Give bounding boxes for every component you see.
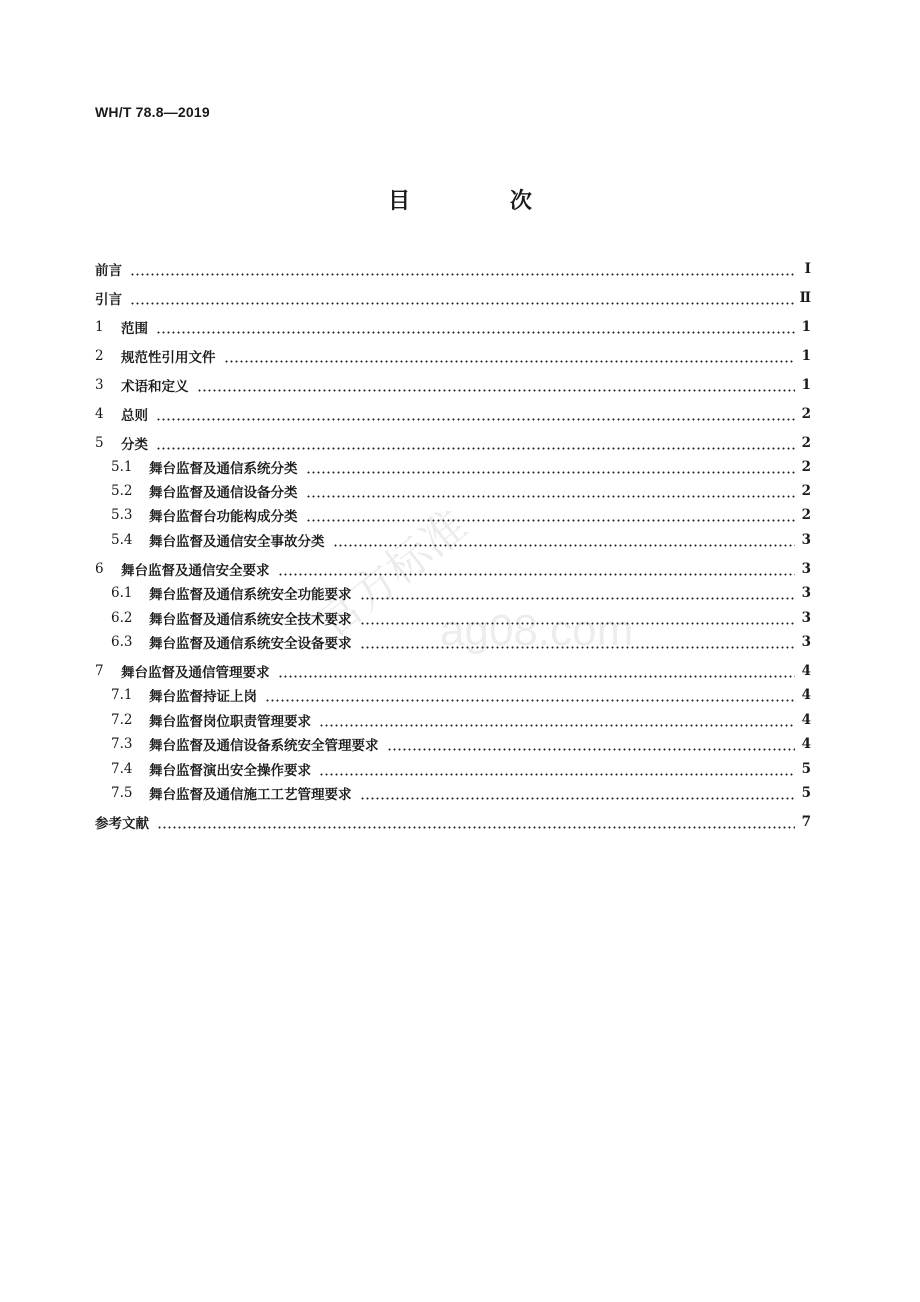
toc-leader-dots: [156, 432, 795, 454]
toc-entry-label: 舞台监督及通信安全要求: [121, 563, 270, 579]
toc-entry-number: 7.2: [111, 712, 133, 728]
toc-entry[interactable]: [95, 709, 811, 731]
page-title: 目 次: [388, 189, 578, 214]
toc-entry[interactable]: [95, 403, 811, 425]
toc-entry[interactable]: [95, 345, 811, 367]
toc-entry-number: 7.4: [111, 761, 133, 777]
toc-entry-page: 2: [801, 459, 811, 475]
toc-entry-page: 1: [801, 319, 811, 335]
toc-entry-page: 3: [801, 585, 811, 601]
toc-entry-number: 5.1: [111, 459, 133, 475]
toc-entry-label: 术语和定义: [121, 379, 189, 395]
toc-entry-label: 舞台监督持证上岗: [149, 689, 257, 705]
toc-entry-page: 2: [801, 435, 811, 451]
toc-entry-label: 舞台监督及通信系统安全设备要求: [149, 636, 352, 652]
toc-entry-number: 2: [95, 348, 104, 364]
toc-entry-number: 4: [95, 406, 104, 422]
toc-entry-number: 1: [95, 319, 104, 335]
toc-entry-number: 3: [95, 377, 104, 393]
toc-leader-dots: [278, 558, 796, 580]
toc-entry-label: 舞台监督及通信管理要求: [121, 665, 270, 681]
toc-leader-dots: [224, 345, 796, 367]
toc-entry-label: 前言: [95, 263, 122, 279]
toc-entry[interactable]: [95, 432, 811, 454]
toc-leader-dots: [306, 456, 796, 478]
toc-entry[interactable]: [95, 660, 811, 682]
toc-entry-number: 5: [95, 435, 104, 451]
toc-leader-dots: [265, 684, 795, 706]
toc-leader-dots: [197, 374, 796, 396]
toc-entry-number: 5.3: [111, 507, 133, 523]
toc-entry-label: 规范性引用文件: [121, 350, 216, 366]
toc-entry[interactable]: [95, 456, 811, 478]
toc-leader-dots: [333, 529, 796, 551]
toc-leader-dots: [360, 782, 796, 804]
toc-leader-dots: [306, 504, 796, 526]
toc-leader-dots: [360, 607, 796, 629]
document-code: WH/T 78.8—2019: [95, 104, 210, 120]
toc-entry-label: 范围: [121, 321, 148, 337]
toc-entry-page: 3: [801, 634, 811, 650]
toc-entry-number: 6.2: [111, 610, 133, 626]
toc-leader-dots: [156, 403, 795, 425]
toc-entry-number: 7.1: [111, 687, 133, 703]
toc-entry-label: 引言: [95, 292, 122, 308]
toc-leader-dots: [278, 660, 796, 682]
toc-entry[interactable]: [95, 684, 811, 706]
toc-entry[interactable]: [95, 316, 811, 338]
toc-entry-page: 1: [801, 348, 811, 364]
toc-leader-dots: [130, 287, 794, 309]
toc-entry-page: 5: [801, 761, 811, 777]
toc-entry[interactable]: [95, 258, 811, 280]
toc-entry[interactable]: [95, 782, 811, 804]
toc-leader-dots: [306, 480, 796, 502]
toc-entry-page: 4: [801, 687, 811, 703]
toc-entry-page: 1: [801, 377, 811, 393]
toc-entry-label: 舞台监督演出安全操作要求: [149, 763, 311, 779]
toc-entry-page: 3: [801, 561, 811, 577]
toc-entry-number: 5.4: [111, 532, 133, 548]
toc-entry-label: 分类: [121, 437, 148, 453]
toc-leader-dots: [130, 258, 795, 280]
toc-entry-label: 舞台监督及通信设备分类: [149, 485, 298, 501]
toc-leader-dots: [156, 316, 795, 338]
toc-entry-number: 6.3: [111, 634, 133, 650]
toc-entry-page: 2: [801, 507, 811, 523]
toc-entry[interactable]: [95, 480, 811, 502]
toc-entry[interactable]: [95, 631, 811, 653]
toc-entry-number: 7.3: [111, 736, 133, 752]
toc-entry[interactable]: [95, 582, 811, 604]
toc-entry-page: 4: [801, 736, 811, 752]
toc-entry-number: 6: [95, 561, 104, 577]
toc-entry[interactable]: [95, 287, 811, 309]
toc-entry-number: 7: [95, 663, 104, 679]
toc-entry[interactable]: [95, 558, 811, 580]
toc-entry-label: 舞台监督及通信系统安全功能要求: [149, 587, 352, 603]
toc-entry[interactable]: [95, 811, 811, 833]
toc-entry[interactable]: [95, 607, 811, 629]
toc-entry[interactable]: [95, 374, 811, 396]
toc-entry-label: 舞台监督及通信设备系统安全管理要求: [149, 738, 379, 754]
toc-entry-page: 3: [801, 610, 811, 626]
toc-entry-page: 2: [801, 483, 811, 499]
toc-entry-label: 舞台监督及通信施工工艺管理要求: [149, 787, 352, 803]
toc-entry-label: 总则: [121, 408, 148, 424]
toc-entry[interactable]: [95, 758, 811, 780]
toc-leader-dots: [319, 709, 795, 731]
toc-entry-page: 2: [801, 406, 811, 422]
toc-leader-dots: [360, 631, 796, 653]
toc-entry-label: 舞台监督及通信安全事故分类: [149, 534, 325, 550]
toc-entry-number: 5.2: [111, 483, 133, 499]
toc-entry[interactable]: [95, 504, 811, 526]
toc-entry-page: 5: [801, 785, 811, 801]
toc-entry[interactable]: [95, 733, 811, 755]
toc-entry-page: 3: [801, 532, 811, 548]
toc-entry-label: 舞台监督及通信系统分类: [149, 461, 298, 477]
toc-entry-label: 舞台监督台功能构成分类: [149, 509, 298, 525]
toc-leader-dots: [360, 582, 796, 604]
toc-leader-dots: [319, 758, 795, 780]
toc-entry-page: 4: [801, 712, 811, 728]
toc-entry-page: Ⅱ: [799, 290, 811, 306]
toc-entry-label: 舞台监督岗位职责管理要求: [149, 714, 311, 730]
toc-leader-dots: [157, 811, 795, 833]
toc-entry-page: 7: [801, 814, 811, 830]
toc-entry-number: 6.1: [111, 585, 133, 601]
toc-entry-page: 4: [801, 663, 811, 679]
toc-entry-number: 7.5: [111, 785, 133, 801]
toc-entry-label: 参考文献: [95, 816, 149, 832]
toc-leader-dots: [387, 733, 796, 755]
toc-entry[interactable]: [95, 529, 811, 551]
toc-entry-page: Ⅰ: [804, 261, 811, 277]
toc-entry-label: 舞台监督及通信系统安全技术要求: [149, 612, 352, 628]
